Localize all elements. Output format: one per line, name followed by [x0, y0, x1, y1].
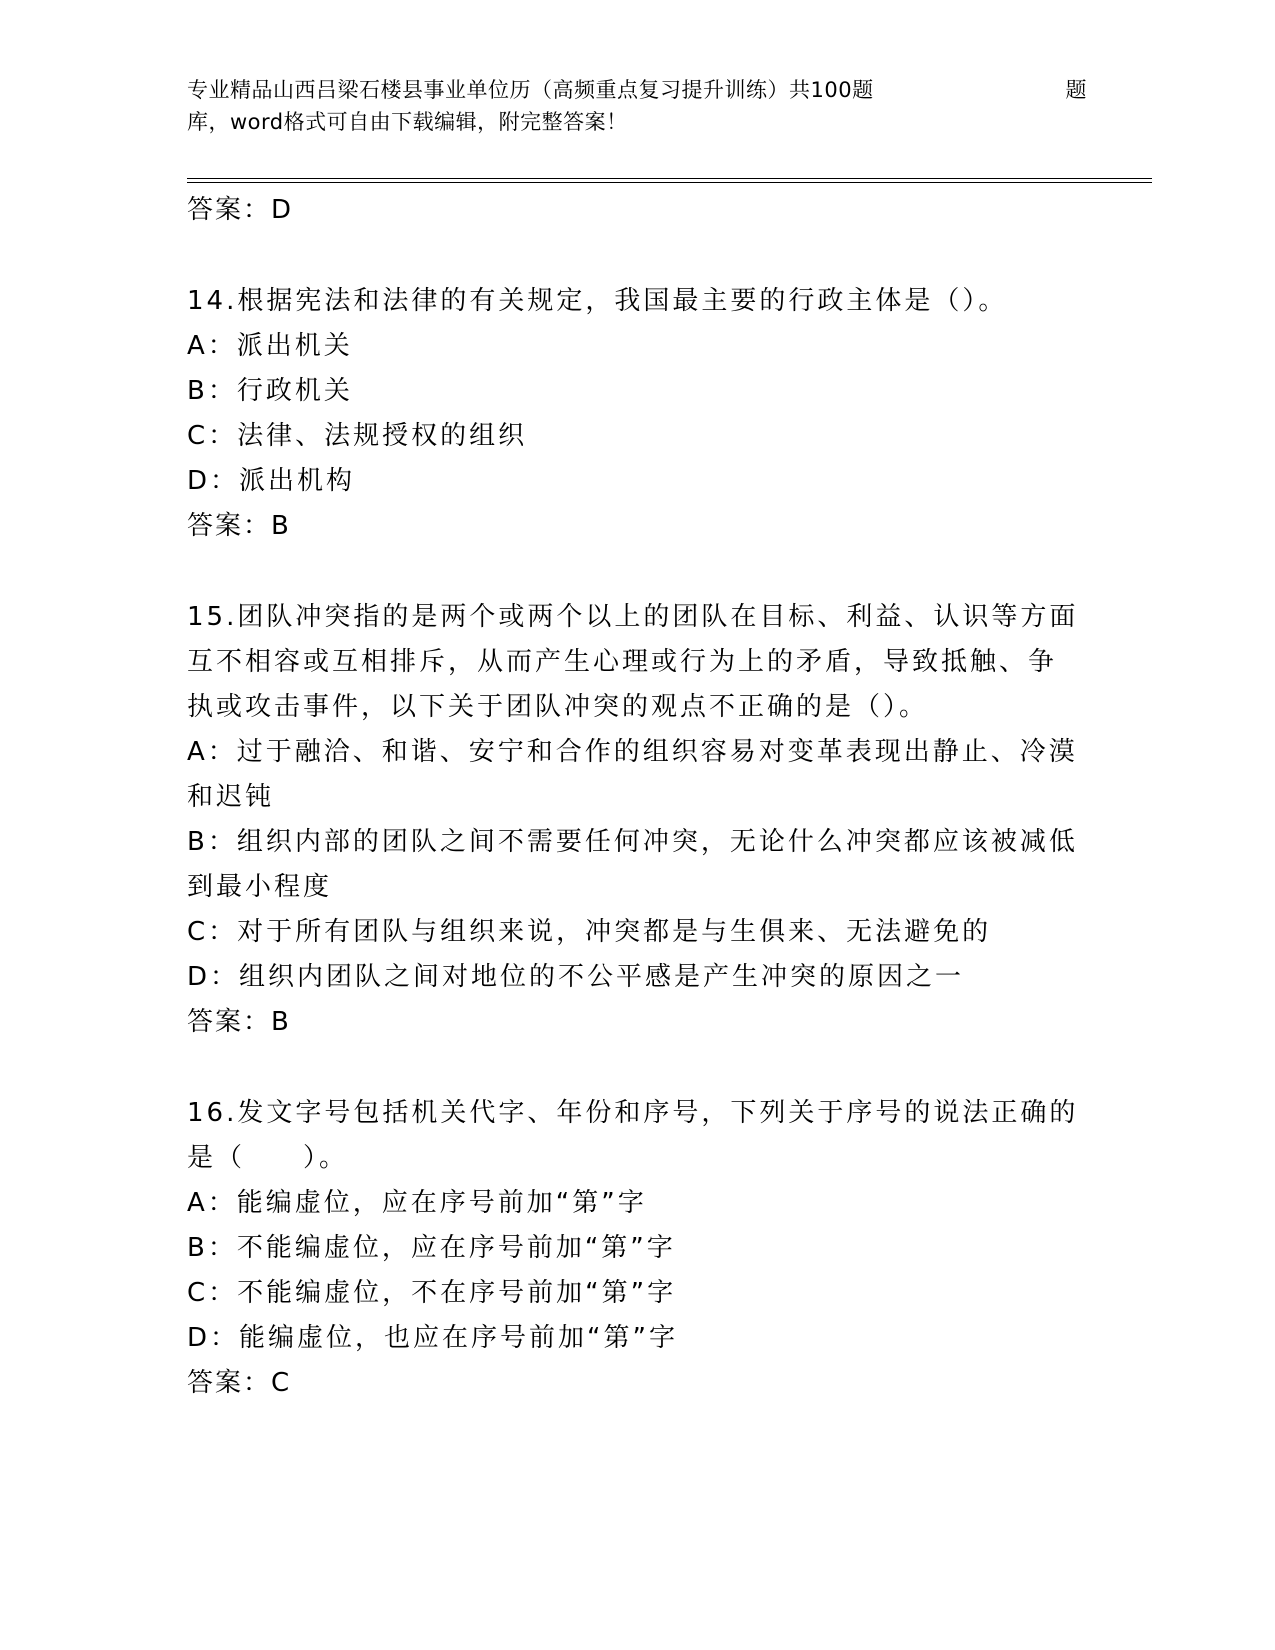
- spacer: [187, 1045, 1067, 1091]
- question-stem: 互不相容或互相排斥，从而产生心理或行为上的矛盾，导致抵触、争: [187, 647, 1058, 677]
- spacer: [187, 233, 1067, 279]
- question-stem: 15.团队冲突指的是两个或两个以上的团队在目标、利益、认识等方面: [187, 602, 1079, 632]
- header-divider: [187, 178, 1152, 183]
- option-c: C：法律、法规授权的组织: [187, 421, 528, 451]
- option-d: D：派出机构: [187, 466, 356, 496]
- answer: 答案：B: [187, 511, 291, 541]
- page-header: [187, 74, 1087, 138]
- option-b: B：行政机关: [187, 376, 353, 406]
- option-c: C：对于所有团队与组织来说，冲突都是与生俱来、无法避免的: [187, 917, 992, 947]
- spacer: [187, 549, 1067, 595]
- option-c: C：不能编虚位，不在序号前加“第”字: [187, 1278, 677, 1308]
- question-stem: 16.发文字号包括机关代字、年份和序号，下列关于序号的说法正确的: [187, 1098, 1079, 1128]
- question-stem: 是（ ）。: [187, 1143, 349, 1173]
- answer: 答案：B: [187, 1007, 291, 1037]
- header-title-line-1: [187, 74, 1087, 106]
- option-a: A：派出机关: [187, 331, 353, 361]
- option-a: A：能编虚位，应在序号前加“第”字: [187, 1188, 647, 1218]
- header-title-tail: 题: [1065, 78, 1087, 102]
- option-b: B：不能编虚位，应在序号前加“第”字: [187, 1233, 676, 1263]
- question-16: [187, 1091, 1079, 1406]
- option-b: B：组织内部的团队之间不需要任何冲突，无论什么冲突都应该被减低: [187, 827, 1078, 857]
- header-title-text: 专业精品山西吕梁石楼县事业单位历（高频重点复习提升训练）共100题: [187, 78, 874, 102]
- question-stem: 执或攻击事件，以下关于团队冲突的观点不正确的是（）。: [187, 692, 929, 722]
- option-a-cont: 和迟钝: [187, 782, 275, 812]
- header-title-line-2: 库，word格式可自由下载编辑，附完整答案！: [187, 110, 628, 134]
- previous-answer: 答案：D: [187, 195, 294, 225]
- answer: 答案：C: [187, 1368, 292, 1398]
- question-14: [187, 279, 1067, 549]
- question-stem: 14.根据宪法和法律的有关规定，我国最主要的行政主体是（）。: [187, 286, 1008, 316]
- option-d: D：组织内团队之间对地位的不公平感是产生冲突的原因之一: [187, 962, 965, 992]
- question-15: [187, 595, 1079, 1045]
- option-d: D：能编虚位，也应在序号前加“第”字: [187, 1323, 678, 1353]
- option-b-cont: 到最小程度: [187, 872, 333, 902]
- document-body: [187, 188, 1079, 1406]
- option-a: A：过于融洽、和谐、安宁和合作的组织容易对变革表现出静止、冷漠: [187, 737, 1078, 767]
